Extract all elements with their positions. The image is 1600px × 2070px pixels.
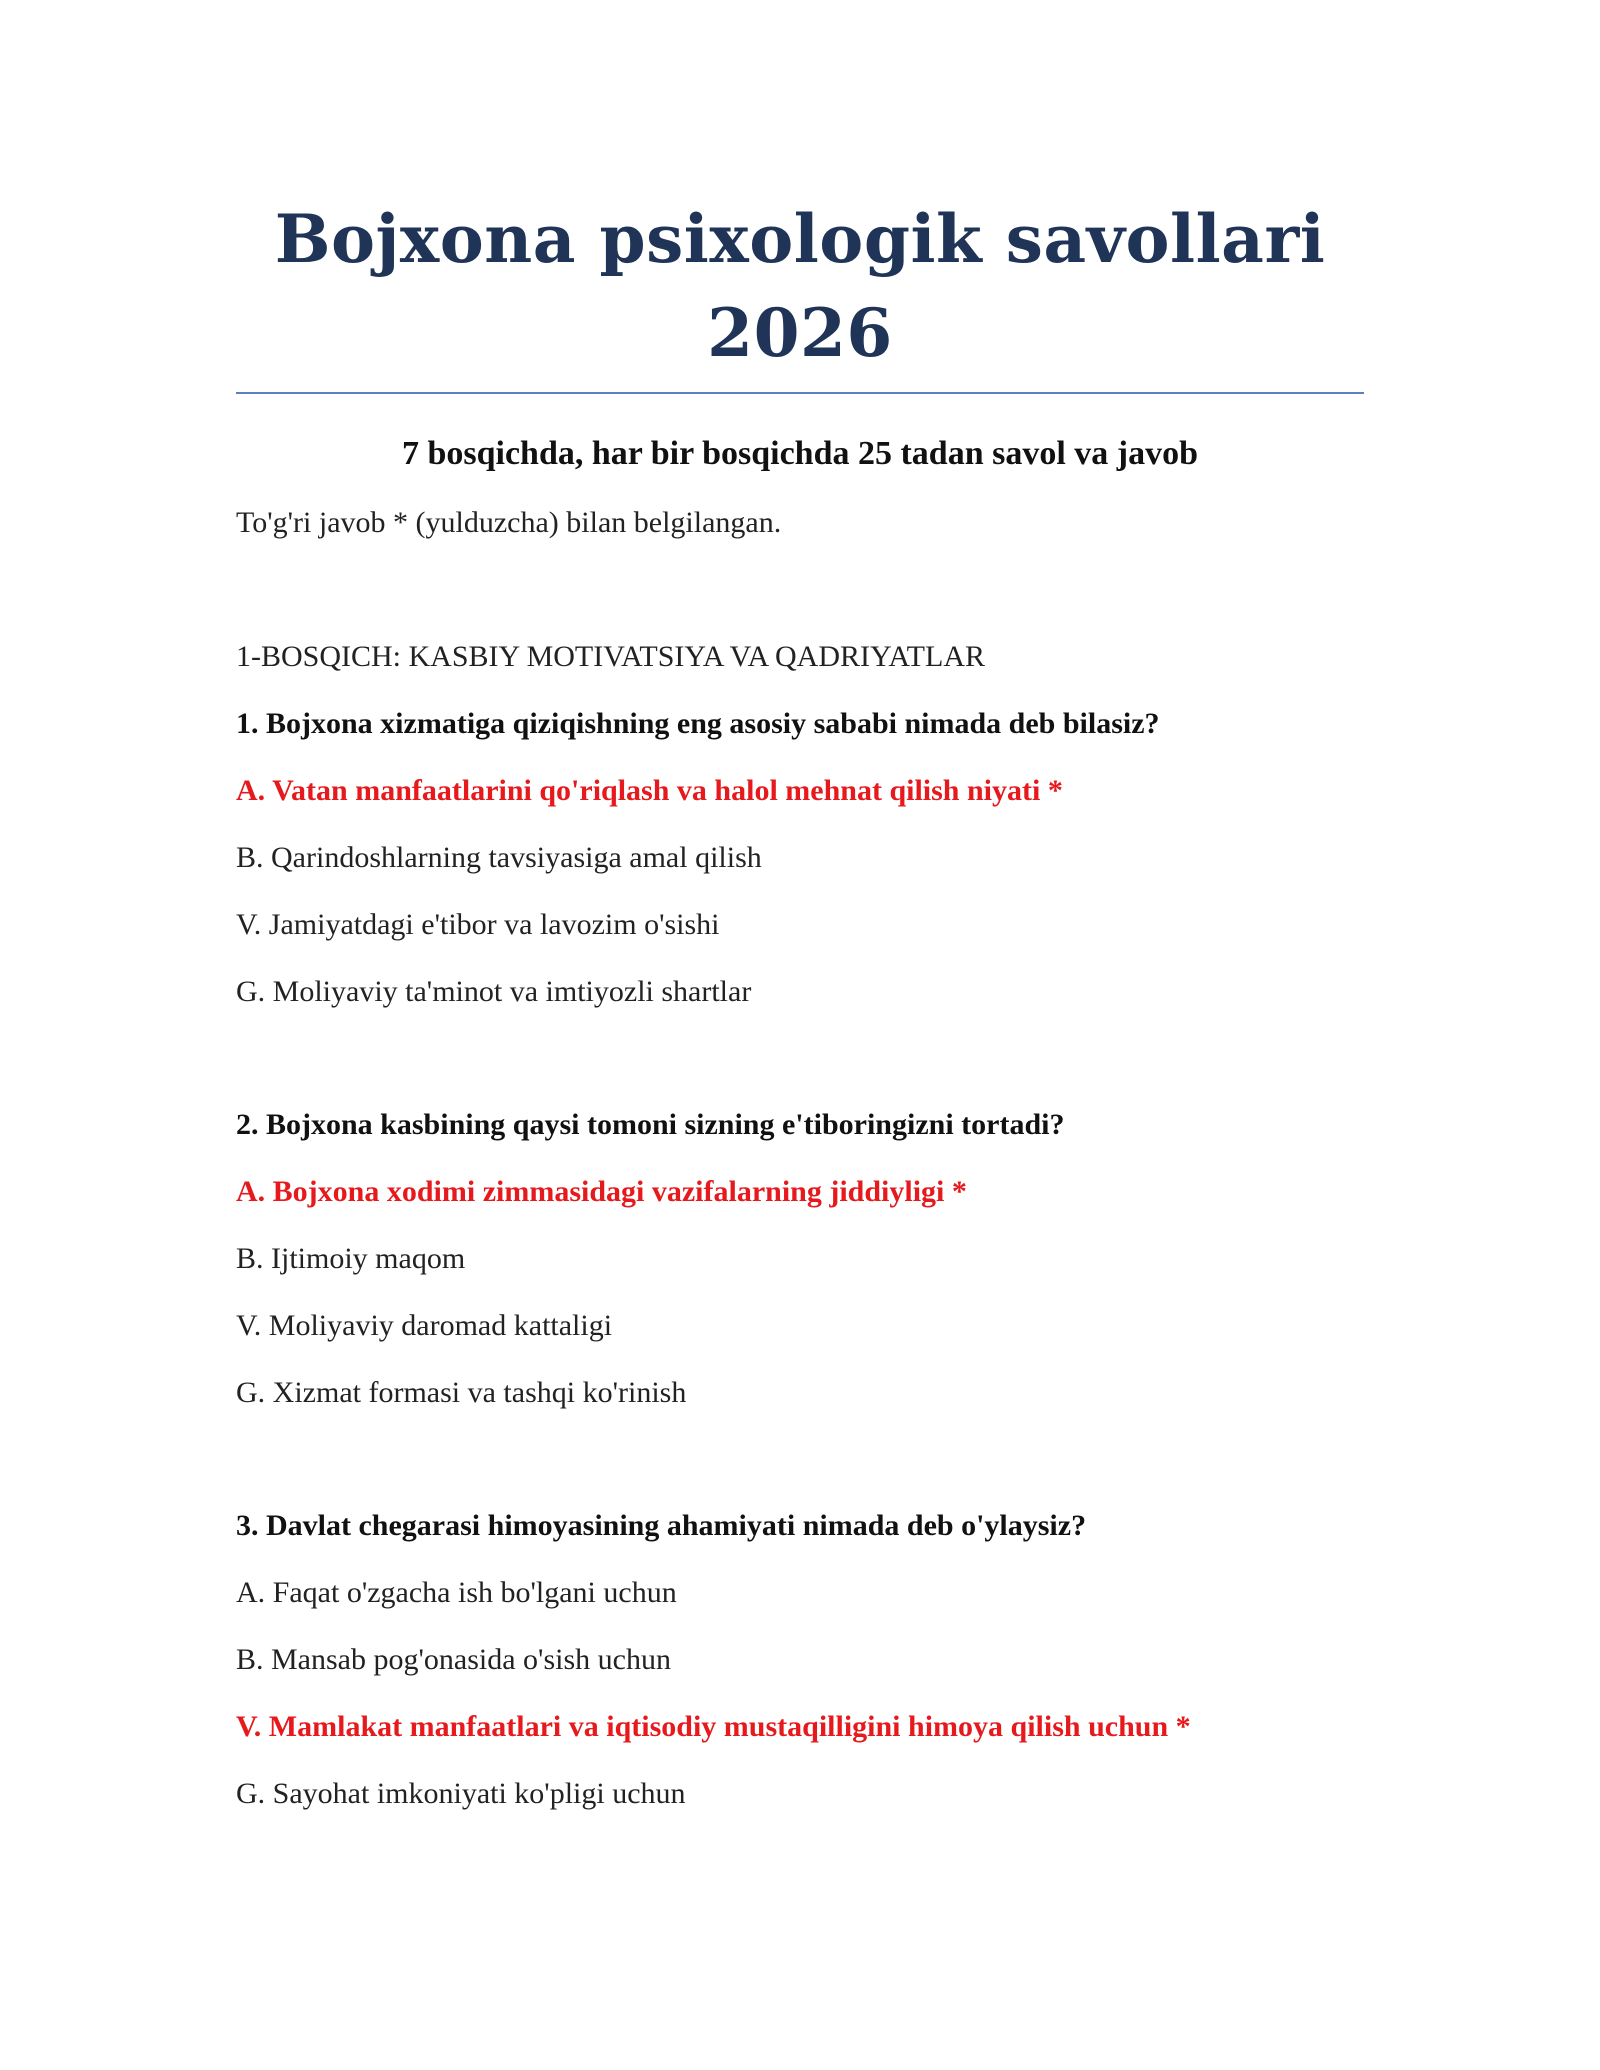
spacer (236, 1411, 1364, 1477)
answer-option: B. Mansab pog'onasida o'sish uchun (236, 1643, 671, 1676)
question-text: 3. Davlat chegarasi himoyasining ahamiyati nimada deb o'ylaysiz? (236, 1509, 1087, 1542)
question-block (236, 1508, 1364, 1812)
question-text: 2. Bojxona kasbining qaysi tomoni sizning e'tiboringizni tortadi? (236, 1108, 1065, 1141)
answer-option: V. Moliyaviy daromad kattaligi (236, 1309, 613, 1342)
answer-option: V. Jamiyatdagi e'tibor va lavozim o'sishi (236, 908, 720, 941)
title-divider (236, 392, 1364, 394)
answer-option: G. Sayohat imkoniyati ko'pligi uchun (236, 1777, 686, 1810)
answer-option-correct: A. Vatan manfaatlarini qo'riqlash va halol mehnat qilish niyati * (236, 774, 1063, 807)
question-block (236, 1107, 1364, 1411)
spacer (236, 1010, 1364, 1076)
answer-option: G. Xizmat formasi va tashqi ko'rinish (236, 1376, 687, 1409)
answer-option: B. Ijtimoiy maqom (236, 1242, 466, 1275)
question-block (236, 706, 1364, 1010)
document-subtitle: 7 bosqichda, har bir bosqichda 25 tadan savol va javob (401, 435, 1199, 472)
document-title (236, 192, 1364, 380)
section-heading: 1-BOSQICH: KASBIY MOTIVATSIYA VA QADRIYATLAR (236, 640, 985, 673)
answer-option: G. Moliyaviy ta'minot va imtiyozli shartlar (236, 975, 752, 1008)
question-text: 1. Bojxona xizmatiga qiziqishning eng asosiy sababi nimada deb bilasiz? (236, 707, 1160, 740)
title-line-1: Bojxona psixologik savollari (274, 200, 1326, 278)
answer-option-correct: A. Bojxona xodimi zimmasidagi vazifalarning jiddiyligi * (236, 1175, 967, 1208)
answer-key-note: To'g'ri javob * (yulduzcha) bilan belgilangan. (236, 506, 782, 539)
document-page (236, 0, 1364, 1812)
answer-option: A. Faqat o'zgacha ish bo'lgani uchun (236, 1576, 677, 1609)
answer-option: B. Qarindoshlarning tavsiyasiga amal qilish (236, 841, 762, 874)
title-line-2: 2026 (707, 294, 893, 372)
answer-option-correct: V. Mamlakat manfaatlari va iqtisodiy mustaqilligini himoya qilish uchun * (236, 1710, 1191, 1743)
